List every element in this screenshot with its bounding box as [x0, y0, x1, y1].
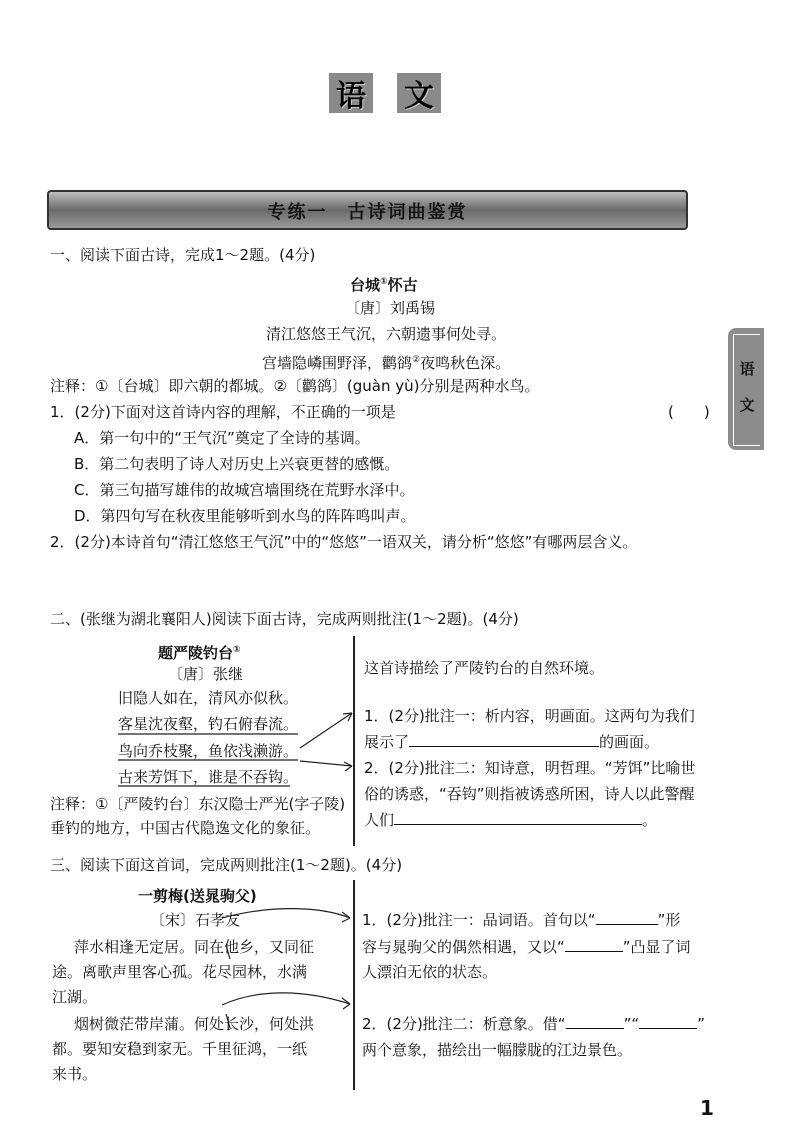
section3-author: 〔宋〕石孝友: [150, 911, 241, 929]
side-tab-char: 语: [739, 360, 755, 378]
section3-poem-line: 都。要知安稳到家无。千里征鸿，一纸: [52, 1040, 308, 1058]
section3-annotation-2-line2: 两个意象，描绘出一幅朦胧的江边景色。: [362, 1041, 633, 1059]
answer-paren[interactable]: ( ): [668, 403, 710, 421]
column-divider: [353, 880, 355, 1090]
text-fragment: ”形: [657, 911, 681, 929]
text-fragment: 。: [642, 811, 658, 829]
section2-poem-line: 客星沈夜壑，钓石俯春流。: [118, 715, 299, 733]
text-fragment: ”: [697, 1015, 705, 1033]
arrow-head: [344, 762, 352, 771]
section2-note: 注释：①〔严陵钓台〕东汉隐士严光(字子陵): [50, 795, 346, 813]
section3-annotation-1-line2: [362, 937, 691, 957]
section3-annotation-1-line3: 人漂泊无依的状态。: [362, 963, 498, 981]
answer-blank[interactable]: [409, 732, 599, 747]
section2-annotation-2-line2: 俗的诱惑，“吞钩”则指被诱惑所困，诗人以此警醒: [364, 785, 695, 803]
section1-question-1: 1．(2分)下面对这首诗内容的理解，不正确的一项是: [50, 403, 396, 421]
section2-note: 垂钓的地方，中国古代隐逸文化的象征。: [50, 819, 321, 837]
section3-heading: 三、阅读下面这首词，完成两则批注(1～2题)。(4分): [50, 856, 403, 874]
page-title-char: 文: [397, 73, 441, 113]
section-banner-text: 专练一 古诗词曲鉴赏: [267, 202, 468, 223]
text-fragment: ”“: [623, 1015, 640, 1033]
section3-poem-line: 萍水相逢无定居。同在他乡，又同征: [74, 938, 315, 956]
section2-heading: 二、(张继为湖北襄阳人)阅读下面古诗，完成两则批注(1～2题)。(4分): [50, 610, 519, 628]
section1-author: 〔唐〕刘禹锡: [345, 299, 436, 317]
section3-poem-line: 江湖。: [52, 988, 98, 1006]
arrow-line: [300, 713, 352, 748]
section2-poem-line: 鸟向乔枝聚，鱼依浅濑游。: [118, 742, 299, 760]
poem-title-text: 台城: [350, 276, 381, 294]
poem-title-text: 题严陵钓台: [158, 644, 234, 662]
section3-annotation-1: [362, 910, 680, 930]
section2-annotation-1: 1．(2分)批注一：析内容，明画面。这两句为我们: [364, 707, 695, 725]
text-fragment: 展示了: [364, 733, 410, 751]
text-fragment: 容与晁驹父的偶然相遇，又以“: [362, 938, 565, 956]
footnote-mark: ①: [233, 645, 241, 655]
section2-annotation-1-line2: [364, 732, 659, 752]
poem-title-text: 怀古: [387, 276, 418, 294]
page-number: 1: [700, 1096, 714, 1120]
section3-poem-line: 烟树微茫带岸蒲。何处长沙，何处洪: [74, 1015, 315, 1033]
section2-author: 〔唐〕张继: [168, 665, 244, 683]
text-fragment: 2．(2分)批注二：析意象。借“: [362, 1015, 566, 1033]
text-fragment: 1．(2分)批注一：品词语。首句以“: [362, 911, 596, 929]
section3-poem-line: 来书。: [52, 1065, 98, 1083]
section2-annotation-2: 2．(2分)批注二：知诗意，明哲理。“芳饵”比喻世: [364, 759, 696, 777]
option-b[interactable]: B．第二句表明了诗人对历史上兴衰更替的感慨。: [74, 455, 400, 473]
section2-annotation-2-line3: [364, 810, 657, 830]
curve-mark: [222, 993, 350, 1005]
section1-note: 注释：①〔台城〕即六朝的都城。②〔鹳鹆〕(guàn yù)分别是两种水鸟。: [50, 377, 540, 395]
poem-line-text: 宫墙隐嶙围野泽，鹳鹆: [262, 354, 413, 372]
footnote-mark: ①: [380, 277, 388, 287]
text-fragment: ”凸显了词: [622, 938, 691, 956]
section1-heading: 一、阅读下面古诗，完成1～2题。(4分): [50, 246, 316, 264]
poem-line-text: 夜鸣秋色深。: [420, 354, 511, 372]
curve-mark: [222, 909, 350, 918]
page-title-char: 语: [329, 73, 373, 113]
section3-annotation-2: [362, 1014, 705, 1034]
option-a[interactable]: A．第一句中的“王气沉”奠定了全诗的基调。: [74, 429, 370, 447]
section2-intro: 这首诗描绘了严陵钓台的自然环境。: [364, 659, 605, 677]
arrow-head: [342, 998, 350, 1009]
answer-blank[interactable]: [639, 1014, 697, 1029]
section2-poem-line: 古来芳饵下，谁是不吞钩。: [118, 768, 299, 786]
option-c[interactable]: C．第三句描写雄伟的故城宫墙围绕在荒野水泽中。: [74, 481, 415, 499]
text-fragment: 的画面。: [599, 733, 660, 751]
side-tab-char: 文: [739, 396, 755, 414]
answer-blank[interactable]: [566, 1014, 624, 1029]
section2-poem-line: 旧隐人如在，清风亦似秋。: [118, 689, 299, 707]
section1-question-2: 2．(2分)本诗首句“清江悠悠王气沉”中的“悠悠”一语双关，请分析“悠悠”有哪两层含义。: [50, 533, 638, 551]
section3-poem-line: 途。离歌声里客心孤。花尽园林，水满: [52, 963, 308, 981]
answer-blank[interactable]: [596, 910, 658, 925]
answer-blank[interactable]: [394, 810, 642, 825]
footnote-mark: ②: [412, 355, 421, 365]
option-d[interactable]: D．第四句写在秋夜里能够听到水鸟的阵阵鸣叫声。: [74, 507, 416, 525]
text-fragment: 人们: [364, 811, 395, 829]
answer-blank[interactable]: [565, 937, 623, 952]
section1-poem-line: 清江悠悠王气沉，六朝遗事何处寻。: [266, 325, 507, 343]
section3-poem-title: 一剪梅(送晁驹父): [138, 887, 257, 905]
